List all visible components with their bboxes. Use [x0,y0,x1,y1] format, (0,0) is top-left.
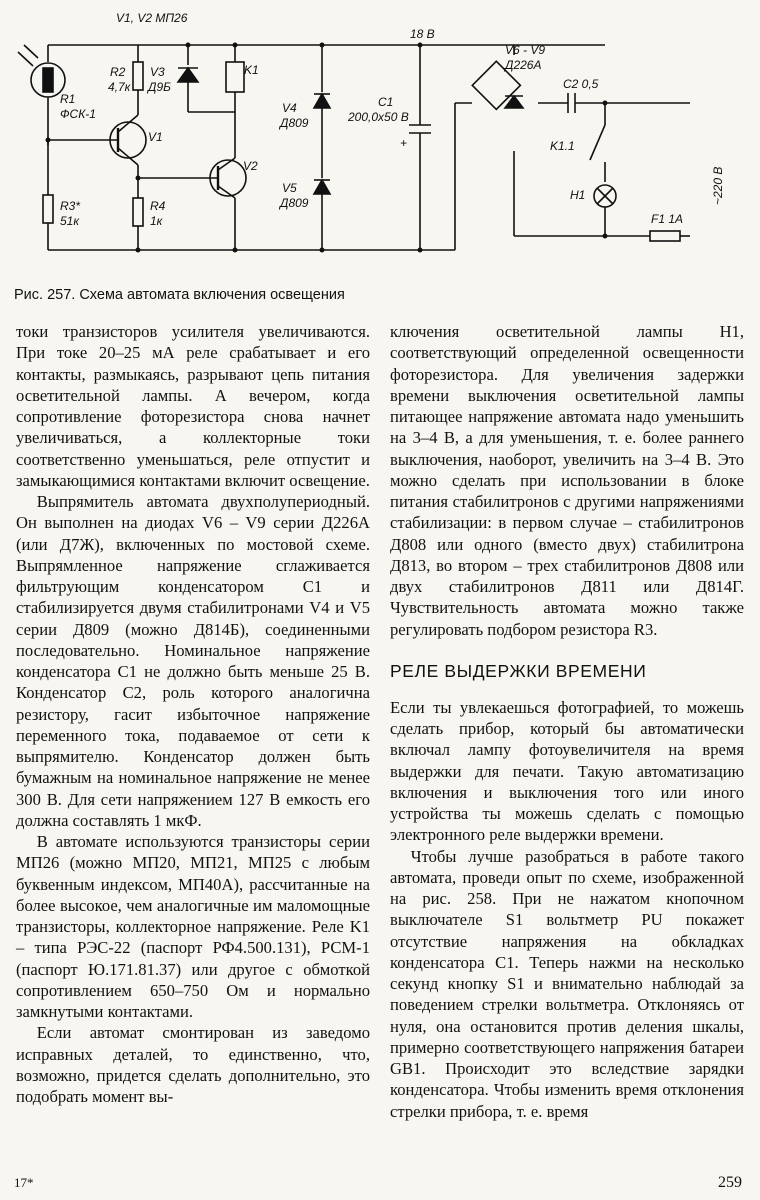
section-heading: РЕЛЕ ВЫДЕРЖКИ ВРЕМЕНИ [390,660,647,681]
paragraph: Выпрямитель автомата двухполупериодный. Он выполнен на диодах V6 – V9 серии Д226А (или Д7Ж), включенных по мостовой схеме. Выпрямленное напряжение сглаживается фильтрующим конденсатором C1 и стабилизируется двумя стабилитронами V4 и V5 серии Д809 (можно Д814Б), соединенными последовательно. Номинальное напряжение конденсатора C1 не должно быть меньше 25 В. Конденсатор C2, роль которого аналогична резистору, гасит избыточное напряжение переменного тока, подаваемое от сети к выпрямителю. Конденсатор должен быть бумажным на номинальное напряжение не менее 300 В. Для сети напряжением 127 В емкость его должна составлять 1 мкФ. [16,492,370,830]
paragraph: Чтобы лучше разобраться в работе такого автомата, проведи опыт по схеме, изображенной на рис. 258. При не нажатом кнопочном выключателе S1 вольтметр PU покажет отсутствие напряжения на обкладках конденсатора C1. Теперь нажми на несколько секунд кнопку S1 и внимательно наблюдай за поведением стрелки вольтметра. Отклоняясь от нуля, она остановится против деления шкалы, примерно соответствующего напряжения батареи GB1. Происходит это вследствие зарядки конденсатора. Чтобы изменить время отклонения стрелки прибора, т. е. время [390,846,744,1121]
label-f1: F1 1А [651,212,684,226]
page-number: 259 [718,1174,742,1191]
label-r4-ref: R4 [150,199,166,213]
paragraph: токи транзисторов усилителя увеличиваются. При токе 20–25 мА реле срабатывает и его контакты, размыкаясь, разрывают цепь питания осветительной лампы. А вечером, когда сопротивление фоторезистора снова начнет увеличиваться, а коллекторные токи соответственно уменьшаться, реле отпустит и замыкающимися контактами включит освещение. [16,322,370,490]
label-c1-ref: C1 [378,95,394,109]
label-v3-type: Д9Б [148,80,171,94]
signature-mark: 17* [14,1175,34,1190]
label-bridge-ref: V6 - V9 [505,43,546,57]
circuit-schematic [0,0,760,282]
label-c2: C2 0,5 [563,77,599,91]
figure-caption: Рис. 257. Схема автомата включения освещения [14,287,345,303]
paragraph: ключения осветительной лампы H1, соответствующий определенной освещенности фоторезистора. Для увеличения задержки времени выключения осветительной лампы питающее напряжение автомата надо уменьшить на 3–4 В, а для уменьшения, т. е. более раннего выключения, наоборот, увеличить на 3–4 В. Это можно сделать при использовании в блоке питания стабилитронов с другими напряжениями стабилизации: в первом случае – стабилитронов Д808 или одного (вместо двух) стабилитрона Д813, во втором – трех стабилитронов Д808 или двух стабилитронов Д811 или Д814Г. Чувствительность автомата можно также регулировать подбором резистора R3. [390,322,744,639]
label-mains: ~220 В [711,166,725,205]
label-r1-ref: R1 [60,92,76,106]
label-r1-type: ФСК-1 [60,107,96,121]
label-r3-val: 51к [60,214,80,228]
label-v3-ref: V3 [150,65,165,79]
left-column [16,321,370,1107]
label-plus: + [400,136,408,150]
label-transistors: V1, V2 МП26 [116,11,188,25]
label-r4-val: 1к [150,214,163,228]
paragraph: В автомате используются транзисторы серии МП26 (можно МП20, МП21, МП25 с любым буквенным индексом, МП40А), рассчитанные на более высокое, чем аналогичные им маломощные транзисторы, коллекторное напряжение. Реле K1 – типа РЭС-22 (паспорт РФ4.500.131), РСМ-1 (паспорт Ю.171.81.37) или другое с обмоткой сопротивлением 650–750 Ом и нормально замкнутыми контактами. [16,832,370,1021]
label-r3-ref: R3* [60,199,81,213]
paragraph: Если ты увлекаешься фотографией, то можешь сделать прибор, который бы автоматически включал лампу фотоувеличителя на время выдержки для печати. Такую автоматизацию включения и выключения того или иного устройства ты можешь сделать с помощью электронного реле выдержки времени. [390,697,744,845]
right-column [390,321,744,1122]
label-supply: 18 В [410,27,435,41]
label-h1: H1 [570,188,586,202]
label-v4-type: Д809 [280,116,309,130]
label-k1: K1 [244,63,259,77]
label-r2-val: 4,7к [108,80,131,94]
label-v4-ref: V4 [282,101,297,115]
label-v5-type: Д809 [280,196,309,210]
label-v1: V1 [148,130,163,144]
label-v5-ref: V5 [282,181,297,195]
label-v2: V2 [243,159,258,173]
label-c1-val: 200,0x50 В [348,110,409,124]
label-bridge-type: Д226А [505,58,542,72]
label-r2-ref: R2 [110,65,126,79]
label-k11: K1.1 [550,139,575,153]
paragraph: Если автомат смонтирован из заведомо исправных деталей, то единственно, что, возможно, придется сделать дополнительно, это подобрать момент вы- [16,1023,370,1106]
